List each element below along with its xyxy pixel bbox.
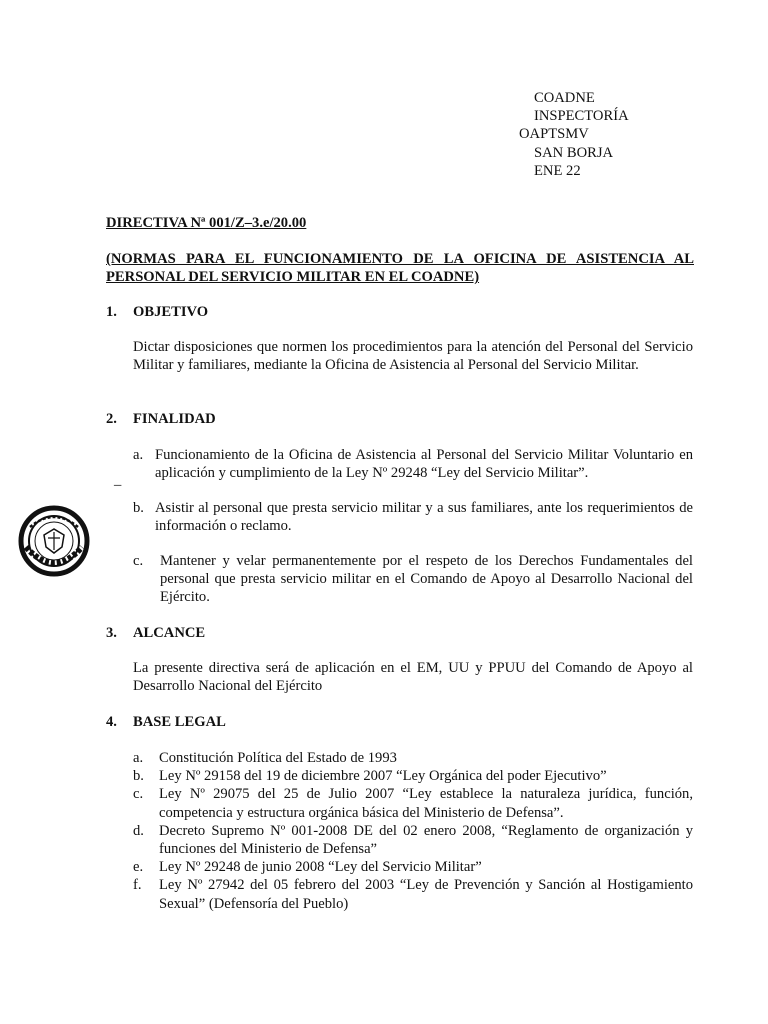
list-item-text: Asistir al personal que presta servicio militar y a sus familiares, ante los requerimientos de información o reclamo. (155, 500, 693, 535)
list-item-text: Mantener y velar permanentemente por el respeto de los Derechos Fundamentales del personal que presta servicio militar en el Comando de Apoyo al Desarrollo Nacional del Ejército. (160, 553, 693, 606)
list-item (133, 499, 693, 539)
list-item-text: Constitución Política del Estado de 1993 (159, 750, 397, 766)
list-item (133, 876, 693, 912)
list-item (133, 785, 693, 821)
section-title: BASE LEGAL (133, 714, 226, 730)
list-item-text: Ley Nº 29158 del 19 de diciembre 2007 “Ley Orgánica del poder Ejecutivo” (159, 768, 607, 785)
list-item (133, 446, 693, 486)
list-item (133, 858, 693, 876)
list-marker: f. (133, 877, 142, 894)
list-marker: c. (133, 553, 144, 569)
list-marker: b. (133, 500, 144, 516)
header-line: SAN BORJA (534, 144, 614, 161)
header-line: OAPTSMV (519, 126, 589, 143)
section-number: 2. (106, 411, 117, 427)
list-item-text: Ley Nº 27942 del 05 febrero del 2003 “Ley de Prevención y Sanción al Hostigamiento Sexual” (Defensoría del Pueblo) (159, 877, 693, 912)
section-number: 1. (106, 304, 117, 320)
list-marker: e. (133, 859, 144, 876)
list-item-text: Ley Nº 29248 de junio 2008 “Ley del Servicio Militar” (159, 859, 482, 876)
directive-title: DIRECTIVA Nª 001/Z–3.e/20.00 (106, 215, 307, 231)
list-item-text: Funcionamiento de la Oficina de Asistencia al Personal del Servicio Militar Voluntario en aplicación y cumplimiento de la Ley Nº 29248 “Ley del Servicio Militar”. (155, 447, 693, 482)
directive-subtitle: (NORMAS PARA EL FUNCIONAMIENTO DE LA OFICINA DE ASISTENCIA AL PERSONAL DEL SERVICIO MILITAR EN EL COADNE) (106, 251, 694, 286)
list-marker: a. (133, 750, 144, 766)
header-line: COADNE (534, 90, 595, 106)
section-title: ALCANCE (133, 625, 206, 641)
header-block (519, 89, 629, 180)
section-number: 4. (106, 714, 117, 730)
list-item-text: Decreto Supremo Nº 001-2008 DE del 02 enero 2008, “Reglamento de organización y funciones del Ministerio de Defensa” (159, 822, 693, 858)
official-stamp-icon (18, 505, 90, 577)
section-text-alcance: La presente directiva será de aplicación en el EM, UU y PPUU del Comando de Apoyo al Desarrollo Nacional del Ejército (133, 660, 693, 695)
section-heading-finalidad (106, 410, 216, 428)
header-line: INSPECTORÍA (534, 108, 629, 125)
legal-basis-list (133, 749, 693, 913)
header-line: ENE 22 (534, 162, 581, 179)
section-heading-base-legal (106, 713, 226, 731)
margin-mark: _ (114, 472, 122, 488)
list-item (133, 767, 693, 785)
list-item (133, 749, 693, 767)
section-heading-objetivo (106, 303, 208, 321)
section-title: FINALIDAD (133, 411, 216, 427)
list-item (133, 822, 693, 858)
section-number: 3. (106, 625, 117, 641)
list-marker: d. (133, 822, 144, 839)
section-text-objetivo: Dictar disposiciones que normen los procedimientos para la atención del Personal del Servicio Militar y familiares, mediante la Oficina de Asistencia al Personal del Servicio Militar. (133, 339, 693, 374)
list-item (133, 552, 693, 610)
list-item-text: Ley Nº 29075 del 25 de Julio 2007 “Ley establece la naturaleza jurídica, función, competencia y estructura orgánica básica del Ministerio de Defensa”. (159, 786, 693, 821)
list-marker: a. (133, 447, 144, 463)
list-marker: b. (133, 768, 144, 785)
section-heading-alcance (106, 624, 205, 642)
list-marker: c. (133, 786, 144, 803)
section-title: OBJETIVO (133, 304, 209, 320)
